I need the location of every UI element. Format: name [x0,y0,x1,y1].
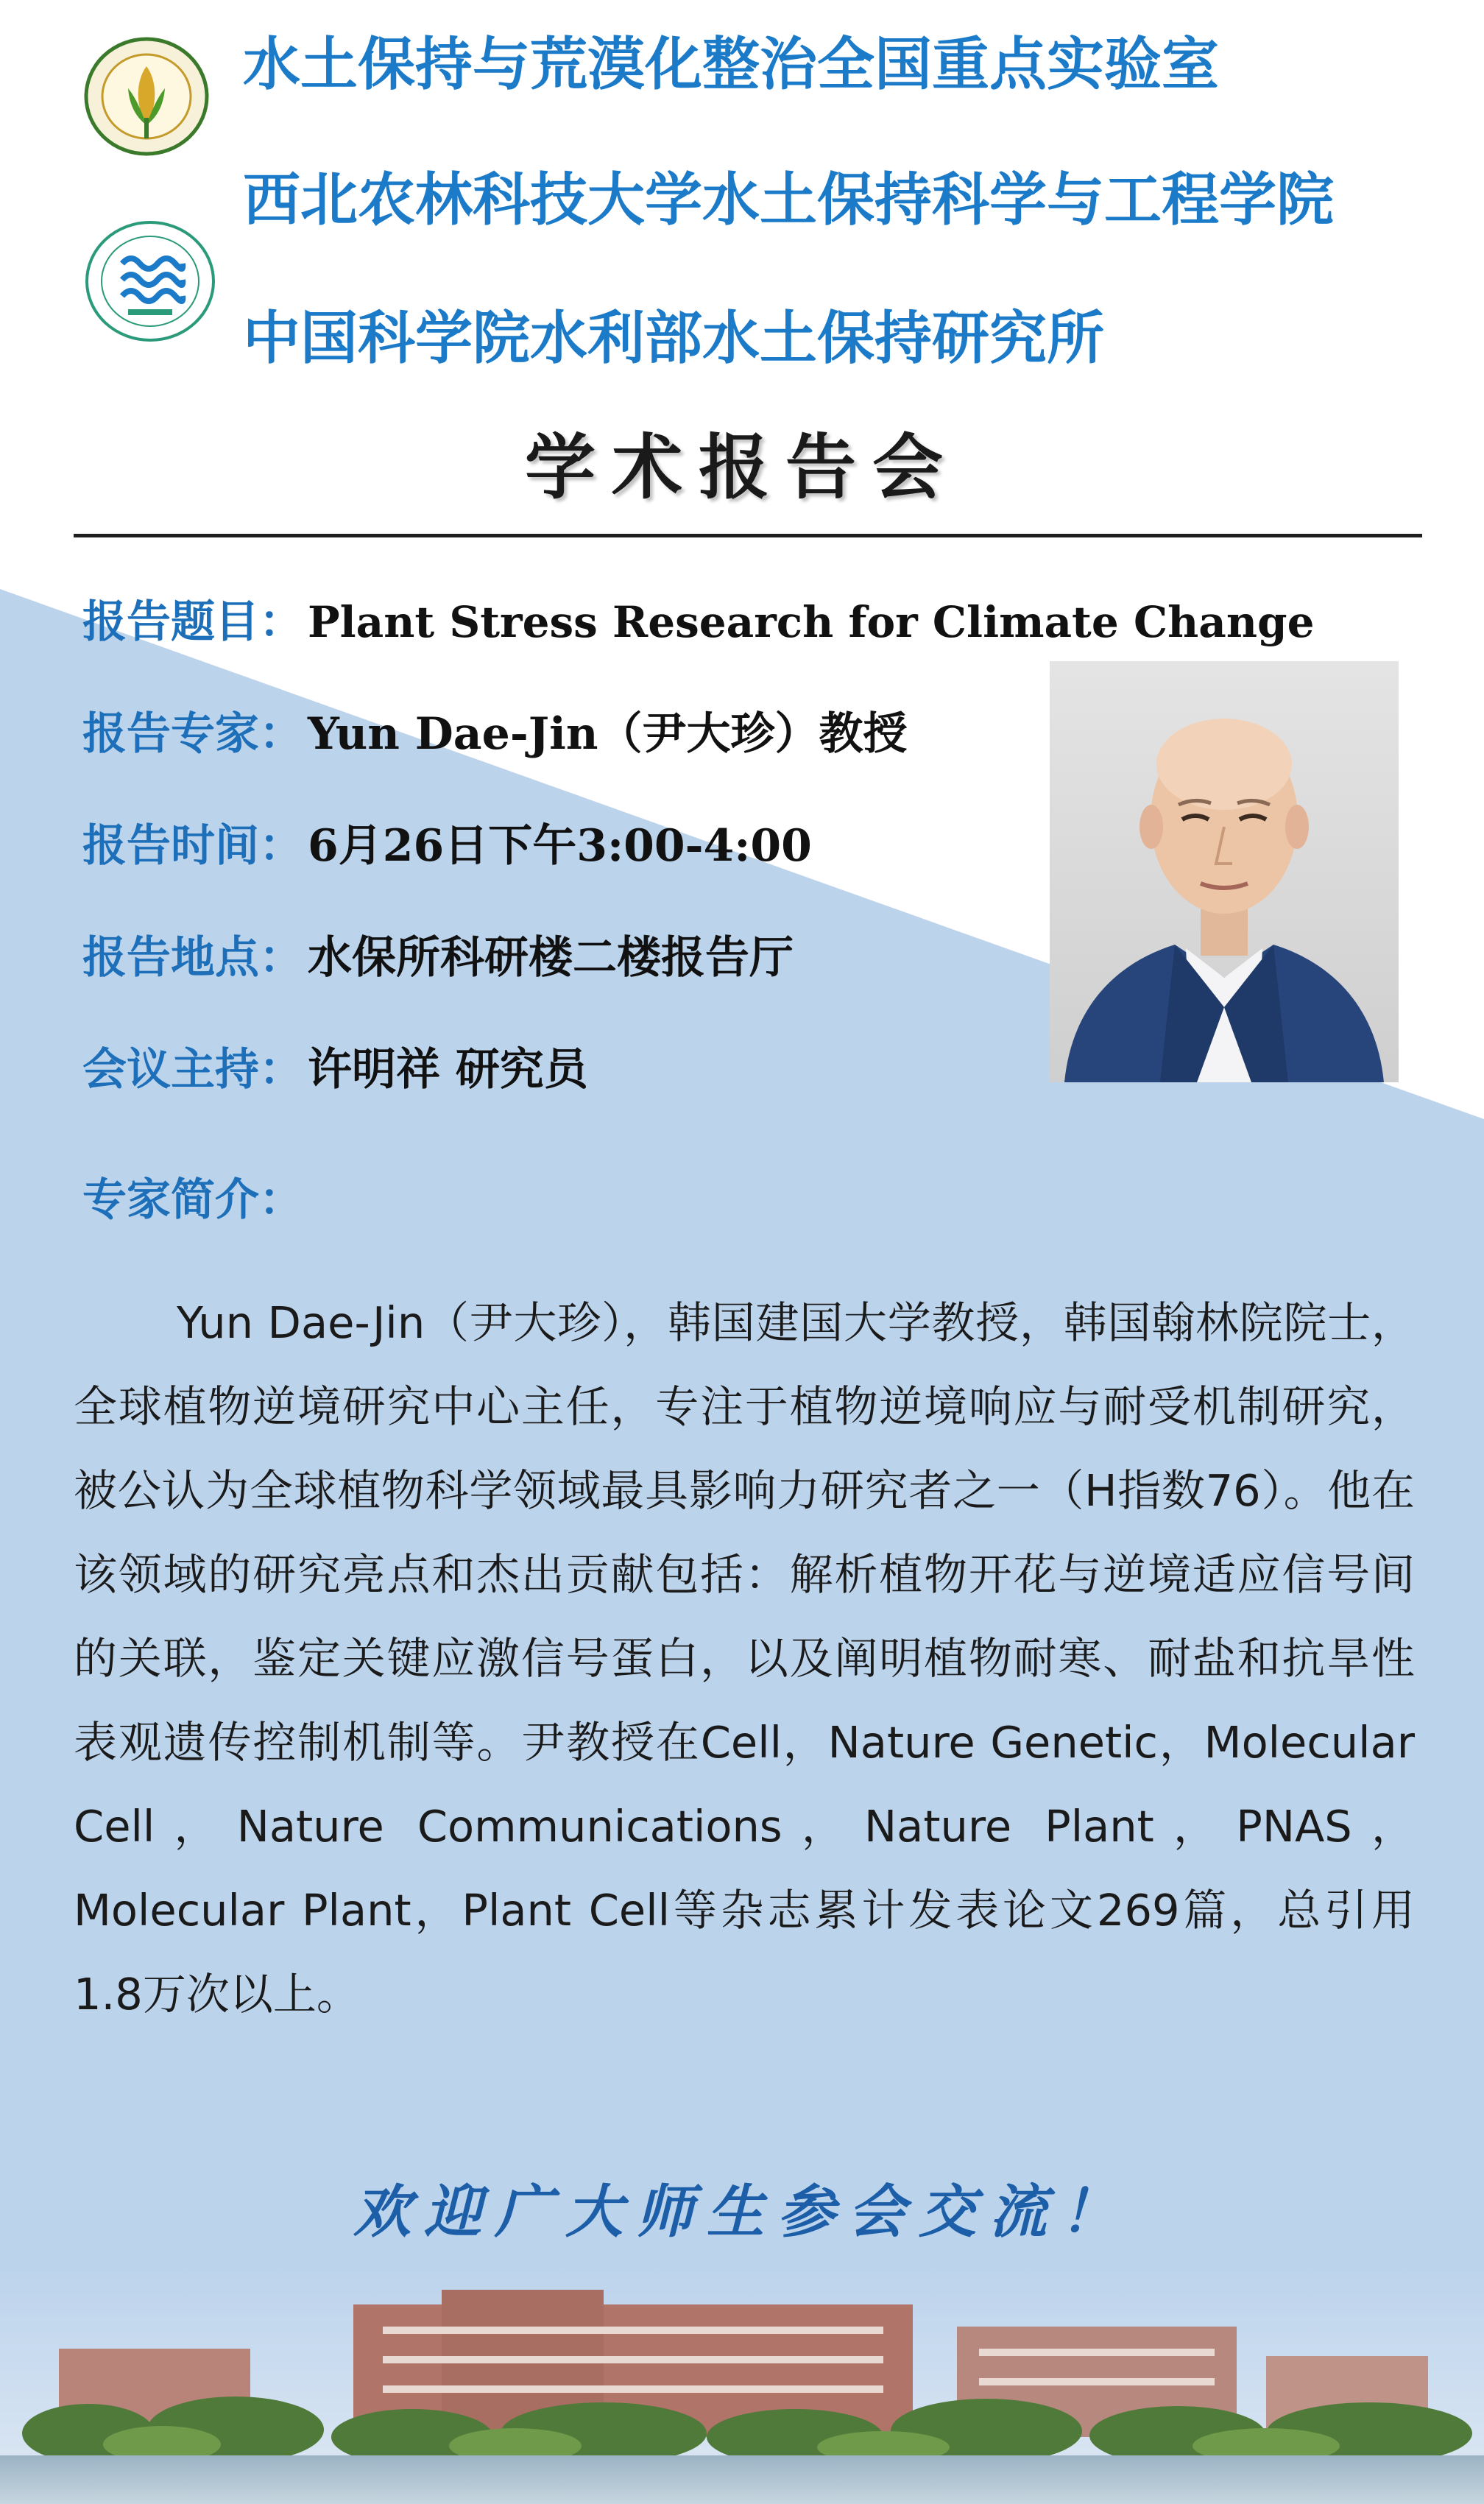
info-label: 报告题目： [82,596,303,648]
divider [74,534,1422,537]
institute-logo-icon [84,219,216,343]
info-value: 6月26日下午3:00-4:00 [308,820,812,872]
institution-name: 中国科学院水利部水土保持研究所 [243,306,1105,372]
institution-name: 水土保持与荒漠化整治全国重点实验室 [243,32,1220,98]
welcome-message: 欢迎广大师生参会交流！ [353,2179,1131,2246]
info-row-host [82,1037,588,1103]
info-label: 会议主持： [82,1044,303,1096]
info-row-venue [82,925,794,991]
campus-photo [0,2268,1484,2504]
bio-heading: 专家简介： [82,1174,303,1226]
info-label: 报告专家： [82,708,303,760]
speaker-photo [1050,661,1399,1082]
university-logo-icon [84,37,209,156]
info-row-title [82,589,1314,655]
info-value: 许明祥 研究员 [308,1044,588,1096]
info-value: 水保所科研楼二楼报告厅 [308,932,794,984]
event-title: 学术报告会 [525,426,959,509]
info-row-time [82,813,812,879]
info-label: 报告时间： [82,820,303,872]
bio-text: Yun Dae-Jin（尹大珍），韩国建国大学教授，韩国翰林院院士，全球植物逆境研究中心主任，专注于植物逆境响应与耐受机制研究，被公认为全球植物科学领域最具影响力研究者之一（H指数76）。他在该领域的研究亮点和杰出贡献包括：解析植物开花与逆境适应信号间的关联，鉴定关键应激信号蛋白，以及阐明植物耐寒、耐盐和抗旱性表观遗传控制机制等。尹教授在Cell，Nature Genetic，Molecular Cell，Nature Communications，Nature Plant，PNAS，Molecular Plant，Plant Cell等杂志累计发表论文269篇，总引用1.8万次以上。 [74,1297,1415,2020]
info-value: Plant Stress Research for Climate Change [308,597,1315,647]
info-label: 报告地点： [82,932,303,984]
info-value: Yun Dae-Jin（尹大珍）教授 [308,708,908,760]
institution-name: 西北农林科技大学水土保持科学与工程学院 [243,167,1335,233]
info-row-speaker [82,701,908,767]
